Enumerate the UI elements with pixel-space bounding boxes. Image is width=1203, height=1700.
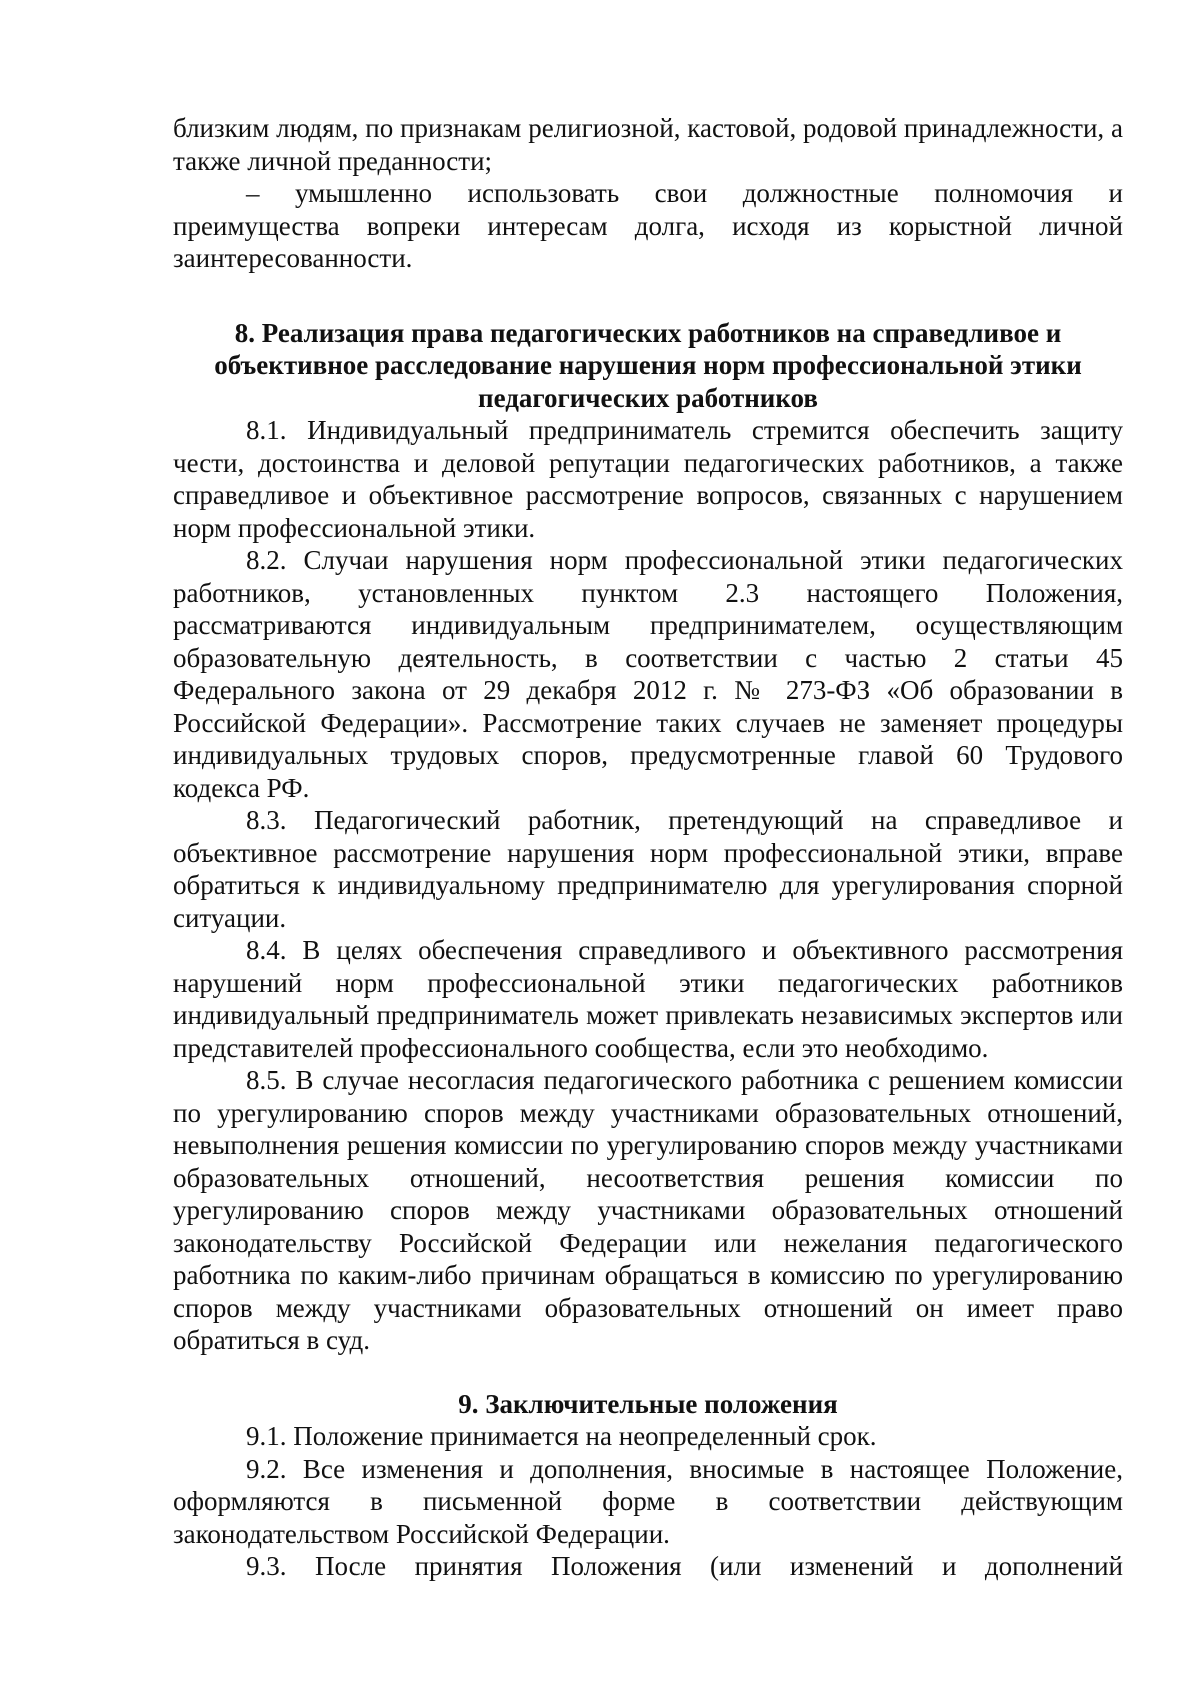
paragraph-9-2: 9.2. Все изменения и дополнения, вносимые в настоящее Положение, оформляются в письменной форме в соответствии действующим законодательством Российской Федерации.	[173, 1453, 1123, 1549]
paragraph-9-3: 9.3. После принятия Положения (или изменений и дополнений	[246, 1551, 1123, 1581]
paragraph-8-3: 8.3. Педагогический работник, претендующий на справедливое и объективное рассмотрение нарушения норм профессиональной этики, вправе обратиться к индивидуальному предпринимателю для урегулирования спорной ситуации.	[173, 805, 1123, 933]
intro-paragraph-1: близким людям, по признакам религиозной, кастовой, родовой принадлежности, а также личной преданности;	[173, 113, 1123, 176]
paragraph-8-4: 8.4. В целях обеспечения справедливого и объективного рассмотрения нарушений норм профессиональной этики педагогических работников индивидуальный предприниматель может привлекать независимых экспертов или представителей профессионального сообщества, если это необходимо.	[173, 935, 1123, 1063]
paragraph-9-1: 9.1. Положение принимается на неопределенный срок.	[246, 1421, 877, 1451]
paragraph-8-2: 8.2. Случаи нарушения норм профессиональной этики педагогических работников, установленных пунктом 2.3 настоящего Положения, рассматриваются индивидуальным предпринимателем, осуществляющим образовательную деятельность, в соответствии с частью 2 статьи 45 Федерального закона от 29 декабря 2012 г. № 273-ФЗ «Об образовании в Российской Федерации». Рассмотрение таких случаев не заменяет процедуры индивидуальных трудовых споров, предусмотренные главой 60 Трудового кодекса РФ.	[173, 545, 1123, 803]
paragraph-8-1: 8.1. Индивидуальный предприниматель стремится обеспечить защиту чести, достоинства и деловой репутации педагогических работников, а также справедливое и объективное рассмотрение вопросов, связанных с нарушением норм профессиональной этики.	[173, 415, 1123, 543]
paragraph-8-5: 8.5. В случае несогласия педагогического работника с решением комиссии по урегулированию споров между участниками образовательных отношений, невыполнения решения комиссии по урегулированию споров между участниками образовательных отношений, несоответствия решения комиссии по урегулированию споров между участниками образовательных отношений законодательству Российской Федерации или нежелания педагогического работника по каким-либо причинам обращаться в комиссию по урегулированию споров между участниками образовательных отношений он имеет право обратиться в суд.	[173, 1065, 1123, 1355]
intro-paragraph-2: – умышленно использовать свои должностные полномочия и преимущества вопреки интересам долга, исходя из корыстной личной заинтересованности.	[173, 178, 1123, 273]
document-page	[173, 112, 1123, 1583]
section-9-heading: 9. Заключительные положения	[458, 1388, 838, 1419]
section-8-heading: 8. Реализация права педагогических работников на справедливое и объективное расследование нарушения норм профессиональной этики педагогических работников	[214, 317, 1082, 413]
